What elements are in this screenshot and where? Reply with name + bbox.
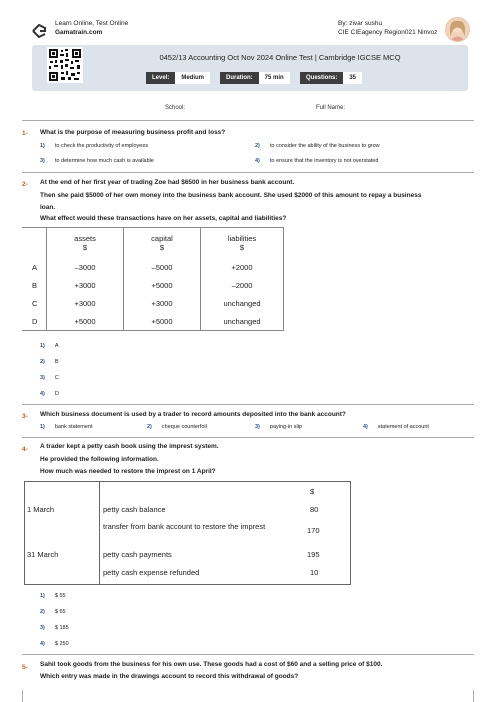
column-divider: [99, 482, 100, 584]
test-banner: [32, 45, 468, 91]
level-pill: [146, 72, 210, 84]
divider: [22, 120, 474, 121]
table-cell: +5000: [47, 313, 124, 331]
author-info: [338, 19, 437, 37]
site-tagline: Learn Online, Test Online: [55, 20, 129, 27]
table-row: [22, 295, 284, 313]
divider: [22, 437, 474, 438]
question-text-line: What effect would these transactions have on her assets, capital and liabilities?: [40, 215, 287, 222]
table-cell: –2000: [201, 277, 284, 295]
author-name: By: zivar sushu: [338, 20, 383, 27]
test-title: 0452/13 Accounting Oct Nov 2024 Online Test | Cambridge IGCSE MCQ: [159, 53, 401, 62]
effects-table: [22, 227, 284, 331]
table-cell: –3000: [47, 259, 124, 277]
questions-label: Questions:: [300, 72, 343, 84]
avatar: [445, 17, 470, 42]
question-number: 1-: [22, 130, 28, 137]
full-name-label: Full Name:: [316, 105, 346, 111]
desc-cell: transfer from bank account to restore the imprest: [103, 522, 266, 531]
table-row: [22, 313, 284, 331]
column-header: assets $: [47, 228, 124, 259]
question-text-line: A trader kept a petty cash book using the imprest system.: [40, 443, 219, 450]
date-cell: 31 March: [27, 550, 59, 559]
table-row: [22, 277, 284, 295]
question-text-line: He provided the following information.: [40, 456, 159, 463]
table-cell: –5000: [124, 259, 201, 277]
question-number: 5-: [22, 664, 28, 671]
desc-cell: petty cash expense refunded: [103, 568, 200, 577]
right-border: [473, 690, 474, 702]
option[interactable]: 2) cheque counterfoil: [147, 424, 207, 430]
level-value: Medium: [175, 72, 210, 84]
amount-cell: 195: [307, 550, 320, 559]
option[interactable]: 3) to determine how much cash is available: [40, 158, 154, 164]
question-text-line: Then she paid $5000 of her own money into the business bank account. She used $2000 of this amount to repay a business: [40, 192, 422, 199]
option[interactable]: 3) paying-in slip: [255, 424, 302, 430]
question-text-line: How much was needed to restore the imprest on 1 April?: [40, 468, 216, 475]
question-number: 4-: [22, 446, 28, 453]
option[interactable]: 2) $ 65: [40, 609, 66, 615]
gamatrain-logo-icon: [31, 24, 47, 38]
column-header: liabilities $: [201, 228, 284, 259]
table-cell: +2000: [201, 259, 284, 277]
question-text-line: Sahil took goods from the business for his own use. These goods had a cost of $60 and a selling price of $100.: [40, 661, 383, 668]
option[interactable]: 1) $ 55: [40, 593, 66, 599]
duration-label: Duration:: [220, 72, 259, 84]
option[interactable]: 2) to consider the ability of the business to grow: [255, 143, 380, 149]
question-text: Which business document is used by a trader to record amounts deposited into the bank account?: [40, 411, 346, 418]
column-header: capital $: [124, 228, 201, 259]
option[interactable]: 4) statement of account: [363, 424, 429, 430]
questions-pill: [300, 72, 362, 84]
desc-cell: petty cash payments: [103, 550, 172, 559]
site-name[interactable]: Gamatrain.com: [55, 29, 103, 36]
option[interactable]: 2) B: [40, 359, 59, 365]
option[interactable]: 3) C: [40, 375, 59, 381]
option[interactable]: 4) D: [40, 391, 59, 397]
petty-cash-table: [24, 481, 351, 585]
question-number: 2-: [22, 181, 28, 188]
date-cell: 1 March: [27, 505, 55, 514]
table-cell: +3000: [124, 295, 201, 313]
duration-pill: [220, 72, 290, 84]
school-label: School:: [165, 105, 186, 111]
divider: [22, 404, 474, 405]
qr-code-icon: [47, 47, 83, 83]
row-label: B: [22, 277, 47, 295]
row-label: D: [22, 313, 47, 331]
amount-cell: 170: [307, 526, 320, 535]
table-row: [22, 259, 284, 277]
table-cell: +5000: [124, 313, 201, 331]
amount-cell: 10: [310, 568, 319, 577]
desc-cell: petty cash balance: [103, 505, 166, 514]
left-border: [22, 690, 23, 702]
option[interactable]: 4) $ 250: [40, 641, 69, 647]
row-label: C: [22, 295, 47, 313]
row-label: A: [22, 259, 47, 277]
table-cell: unchanged: [201, 295, 284, 313]
table-cell: +3000: [47, 295, 124, 313]
option[interactable]: 1) bank statement: [40, 424, 93, 430]
table-cell: +3000: [47, 277, 124, 295]
question-text: What is the purpose of measuring business profit and loss?: [40, 129, 226, 136]
divider: [22, 654, 474, 655]
option[interactable]: 1) to check the productivity of employees: [40, 143, 149, 149]
table-corner: [22, 228, 47, 259]
amount-cell: 80: [310, 505, 319, 514]
author-org: CIE CIEagency Region021 Ninvoz: [338, 29, 438, 36]
option[interactable]: 1) A: [40, 343, 59, 349]
level-label: Level:: [146, 72, 175, 84]
option[interactable]: 3) $ 185: [40, 625, 69, 631]
duration-value: 75 min: [259, 72, 290, 84]
site-info: [55, 19, 128, 37]
question-text-line: loan.: [40, 204, 56, 211]
question-text-line: Which entry was made in the drawings account to record this withdrawal of goods?: [40, 673, 299, 680]
option[interactable]: 4) to ensure that the inventory is not overstated: [255, 158, 379, 164]
table-cell: +5000: [124, 277, 201, 295]
question-number: 3-: [22, 413, 28, 420]
unit-header: $: [310, 487, 315, 496]
table-cell: unchanged: [201, 313, 284, 331]
questions-value: 35: [343, 72, 362, 84]
divider: [22, 172, 474, 173]
question-text-line: At the end of her first year of trading Zoe had $6500 in her business bank account.: [40, 179, 295, 186]
